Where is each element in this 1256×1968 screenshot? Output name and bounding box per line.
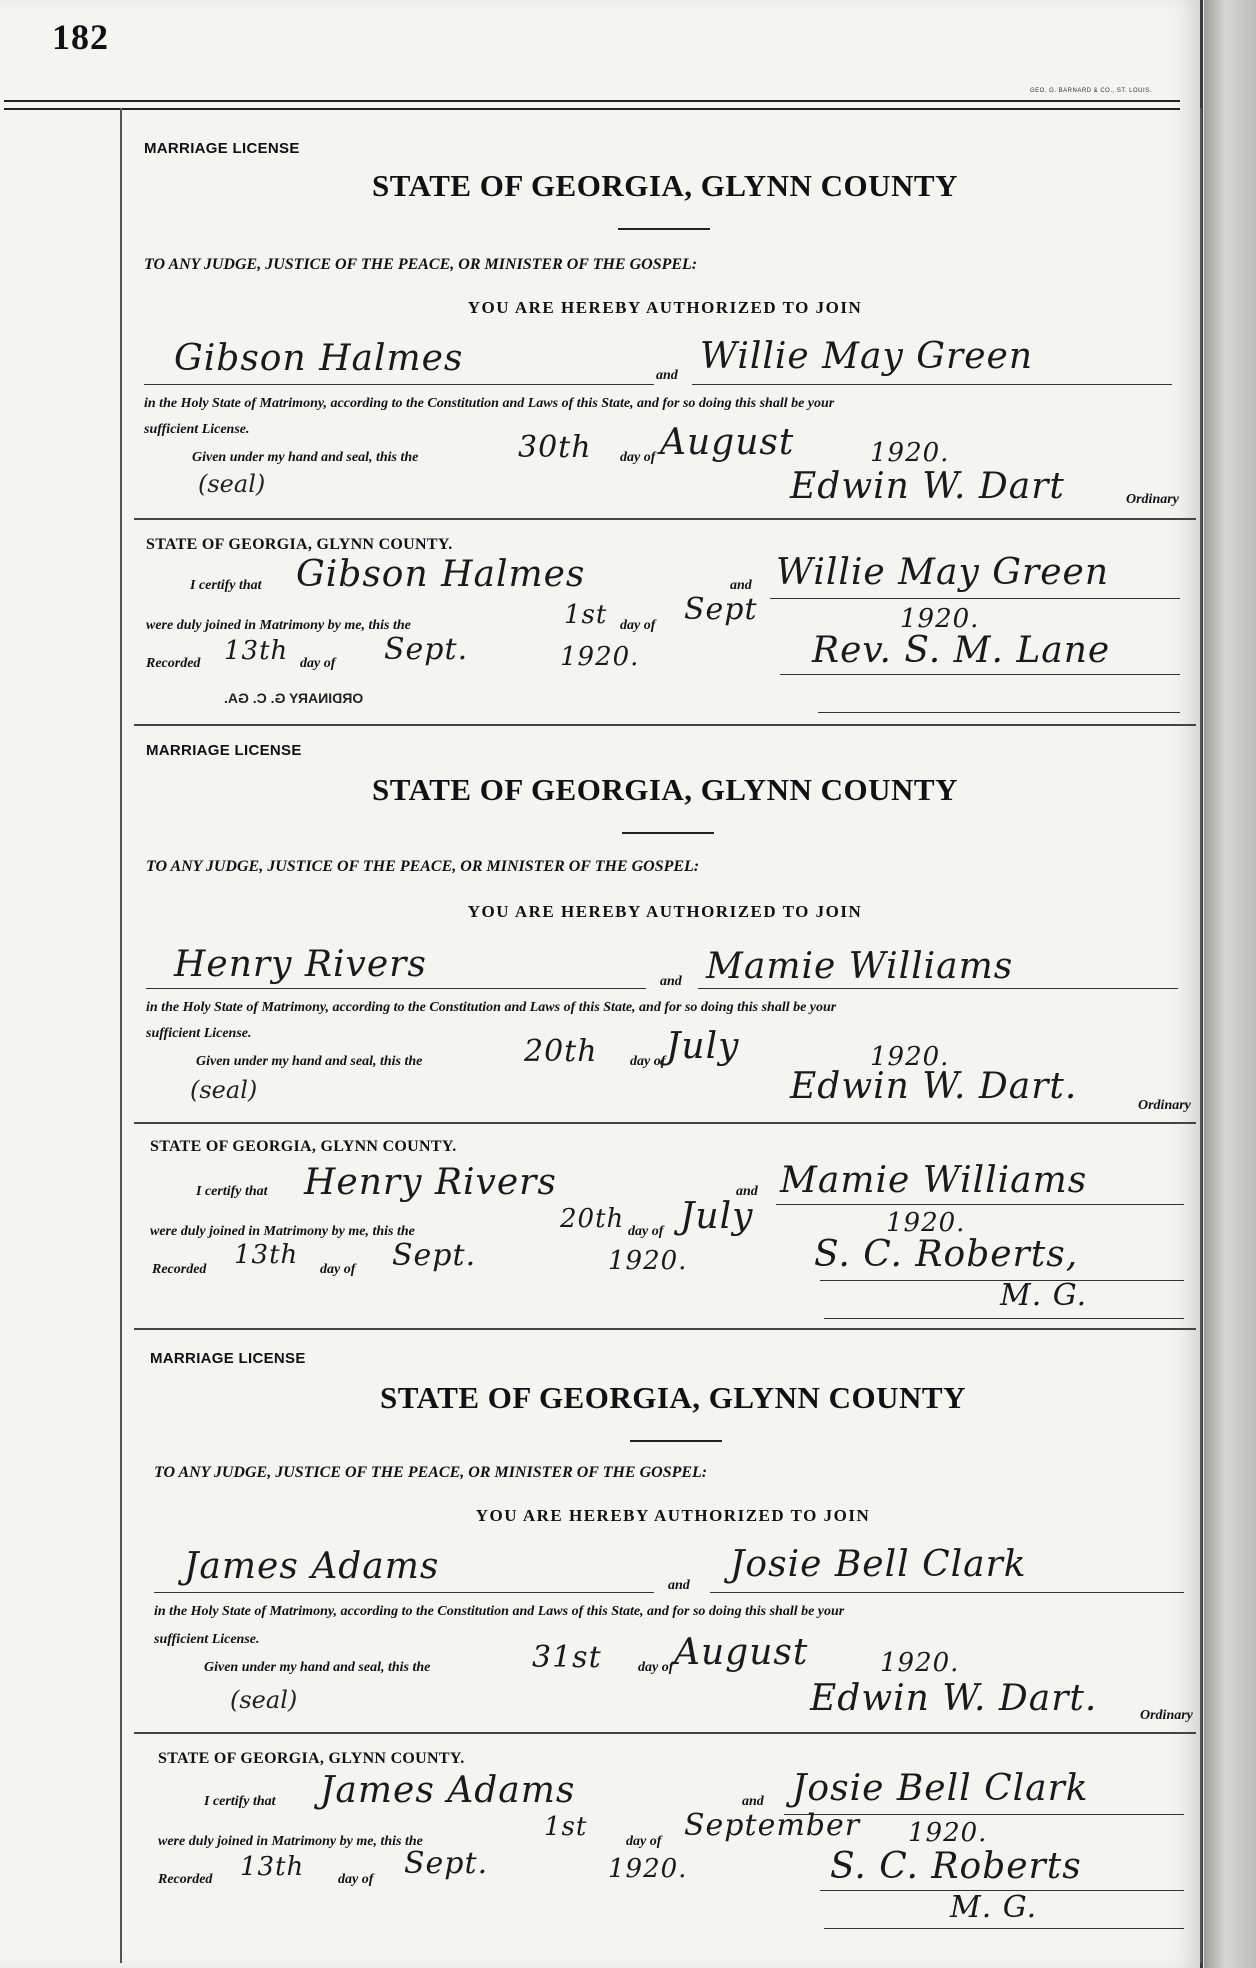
address-line: TO ANY JUDGE, JUSTICE OF THE PEACE, OR MINISTER OF THE GOSPEL:	[154, 1464, 708, 1481]
section-divider	[134, 1122, 1196, 1124]
wed-day: 20th	[560, 1204, 625, 1234]
bride-line	[710, 1592, 1184, 1593]
day-of-label: day of	[630, 1054, 666, 1069]
printer-imprint: GEO. G. BARNARD & CO., ST. LOUIS.	[1030, 88, 1152, 94]
section-divider	[134, 518, 1196, 520]
given-text: Given under my hand and seal, this the	[196, 1054, 423, 1069]
cert-state: STATE OF GEORGIA, GLYNN COUNTY.	[146, 536, 453, 553]
title-line	[818, 712, 1180, 713]
cert-state: STATE OF GEORGIA, GLYNN COUNTY.	[150, 1138, 457, 1155]
bride-line	[692, 384, 1172, 385]
state-title: STATE OF GEORGIA, GLYNN COUNTY	[371, 168, 958, 203]
rec-year: 1920.	[560, 642, 640, 672]
seal-mark: (seal)	[198, 470, 266, 498]
wed-year: 1920.	[908, 1818, 988, 1848]
matrimony-text: in the Holy State of Matrimony, according to the Constitution and Laws of this State, and for so doing this shall be your	[144, 396, 835, 411]
title-line	[824, 1318, 1184, 1319]
recorded-text: Recorded	[146, 656, 201, 671]
state-title: STATE OF GEORGIA, GLYNN COUNTY	[379, 1380, 966, 1415]
ordinary-label: Ordinary	[1138, 1098, 1191, 1113]
license-day: 31st	[532, 1640, 602, 1675]
license-day: 20th	[524, 1034, 598, 1069]
rec-day-of: day of	[300, 656, 336, 671]
certify-text: I certify that	[190, 578, 262, 593]
and-label: and	[660, 974, 682, 989]
joined-text: were duly joined in Matrimony by me, this the	[150, 1224, 415, 1239]
section-divider	[134, 1328, 1196, 1330]
section-divider	[134, 724, 1196, 726]
title-rule	[630, 1440, 722, 1442]
cert-state: STATE OF GEORGIA, GLYNN COUNTY.	[158, 1750, 465, 1767]
rec-year: 1920.	[608, 1246, 688, 1276]
wed-day: 1st	[544, 1812, 588, 1842]
ordinary-label: Ordinary	[1140, 1708, 1193, 1723]
page-number: 182	[52, 17, 109, 57]
cert-bride-line	[776, 1204, 1184, 1205]
right-frame-rule	[1200, 108, 1202, 1963]
rec-month: Sept.	[404, 1846, 489, 1881]
recorded-text: Recorded	[158, 1872, 213, 1887]
license-month: August	[674, 1632, 809, 1673]
state-title: STATE OF GEORGIA, GLYNN COUNTY	[371, 772, 958, 807]
bride-line	[698, 988, 1178, 989]
license-label: MARRIAGE LICENSE	[144, 140, 300, 157]
authorized-line: YOU ARE HEREBY AUTHORIZED TO JOIN	[467, 902, 863, 921]
certify-text: I certify that	[204, 1794, 276, 1809]
rec-month: Sept.	[384, 632, 469, 667]
officiant-signature: S. C. Roberts	[830, 1846, 1082, 1887]
cert-groom: Henry Rivers	[304, 1162, 557, 1203]
authorized-line: YOU ARE HEREBY AUTHORIZED TO JOIN	[467, 298, 863, 317]
matrimony-text: in the Holy State of Matrimony, according to the Constitution and Laws of this State, and for so doing this shall be your	[146, 1000, 837, 1015]
sufficient-text: sufficient License.	[154, 1632, 260, 1647]
address-line: TO ANY JUDGE, JUSTICE OF THE PEACE, OR MINISTER OF THE GOSPEL:	[144, 256, 698, 273]
matrimony-text: in the Holy State of Matrimony, according to the Constitution and Laws of this State, and for so doing this shall be your	[154, 1604, 845, 1619]
wed-month: Sept	[684, 592, 758, 627]
wed-day-of: day of	[628, 1224, 664, 1239]
wed-month: September	[684, 1808, 861, 1843]
license-label: MARRIAGE LICENSE	[146, 742, 302, 759]
cert-bride: Mamie Williams	[780, 1160, 1088, 1201]
officiant-signature: S. C. Roberts,	[814, 1234, 1079, 1275]
certificate-block-1	[140, 532, 1190, 722]
certificate-block-2	[140, 1134, 1190, 1334]
given-text: Given under my hand and seal, this the	[204, 1660, 431, 1675]
day-of-label: day of	[620, 450, 656, 465]
ordinary-label: Ordinary	[1126, 492, 1179, 507]
authorized-line: YOU ARE HEREBY AUTHORIZED TO JOIN	[475, 1506, 871, 1525]
ordinary-signature: Edwin W. Dart.	[810, 1678, 1098, 1719]
certificate-block-3	[140, 1746, 1190, 1956]
cert-and: and	[742, 1794, 764, 1809]
book-edge	[1204, 0, 1256, 1968]
title-rule	[618, 228, 710, 230]
section-divider	[134, 1732, 1196, 1734]
cert-bride-line	[770, 598, 1180, 599]
rec-month: Sept.	[392, 1238, 477, 1273]
and-label: and	[656, 368, 678, 383]
officiant-line	[780, 674, 1180, 675]
cert-bride: Willie May Green	[776, 552, 1110, 593]
joined-text: were duly joined in Matrimony by me, this the	[146, 618, 411, 633]
left-frame-rule	[120, 108, 122, 1963]
rec-day: 13th	[234, 1240, 299, 1270]
license-month: July	[666, 1026, 740, 1067]
license-year: 1920.	[870, 1042, 950, 1072]
officiant-title: M. G.	[950, 1890, 1038, 1925]
license-label: MARRIAGE LICENSE	[150, 1350, 306, 1367]
top-double-rule	[4, 100, 1180, 110]
wed-day: 1st	[564, 600, 608, 630]
groom-name: Gibson Halmes	[174, 338, 464, 379]
license-block-3	[140, 1350, 1193, 1730]
cert-and: and	[730, 578, 752, 593]
cert-and: and	[736, 1184, 758, 1199]
sufficient-text: sufficient License.	[144, 422, 250, 437]
address-line: TO ANY JUDGE, JUSTICE OF THE PEACE, OR MINISTER OF THE GOSPEL:	[146, 858, 700, 875]
officiant-signature: Rev. S. M. Lane	[812, 630, 1111, 671]
rec-day-of: day of	[338, 1872, 374, 1887]
rec-day: 13th	[224, 636, 289, 666]
bride-name: Josie Bell Clark	[730, 1544, 1027, 1585]
groom-line	[154, 1592, 654, 1593]
license-year: 1920.	[870, 438, 950, 468]
rec-day: 13th	[240, 1852, 305, 1882]
seal-mark: (seal)	[190, 1076, 258, 1104]
ordinary-signature: Edwin W. Dart.	[790, 1066, 1078, 1107]
wed-day-of: day of	[620, 618, 656, 633]
license-month: August	[660, 422, 795, 463]
title-rule	[622, 832, 714, 834]
recorded-text: Recorded	[152, 1262, 207, 1277]
sufficient-text: sufficient License.	[146, 1026, 252, 1041]
license-block-2	[140, 742, 1190, 1122]
cert-groom: James Adams	[320, 1770, 576, 1811]
bride-name: Mamie Williams	[706, 946, 1014, 987]
ordinary-stamp: ORDINARY G. C. GA.	[224, 690, 364, 706]
groom-line	[144, 384, 654, 385]
title-line	[824, 1928, 1184, 1929]
joined-text: were duly joined in Matrimony by me, this the	[158, 1834, 423, 1849]
license-year: 1920.	[880, 1648, 960, 1678]
wed-year: 1920.	[886, 1208, 966, 1238]
bride-name: Willie May Green	[700, 336, 1034, 377]
cert-groom: Gibson Halmes	[296, 554, 586, 595]
cert-bride: Josie Bell Clark	[792, 1768, 1089, 1809]
ordinary-signature: Edwin W. Dart	[790, 466, 1065, 507]
groom-name: James Adams	[184, 1546, 440, 1587]
license-day: 30th	[518, 430, 592, 465]
day-of-label: day of	[638, 1660, 674, 1675]
wed-year: 1920.	[900, 604, 980, 634]
seal-mark: (seal)	[230, 1686, 298, 1714]
rec-year: 1920.	[608, 1854, 688, 1884]
certify-text: I certify that	[196, 1184, 268, 1199]
rec-day-of: day of	[320, 1262, 356, 1277]
wed-day-of: day of	[626, 1834, 662, 1849]
groom-name: Henry Rivers	[174, 944, 427, 985]
given-text: Given under my hand and seal, this the	[192, 450, 419, 465]
officiant-title: M. G.	[1000, 1278, 1088, 1313]
wed-month: July	[680, 1196, 754, 1237]
and-label: and	[668, 1578, 690, 1593]
groom-line	[146, 988, 646, 989]
